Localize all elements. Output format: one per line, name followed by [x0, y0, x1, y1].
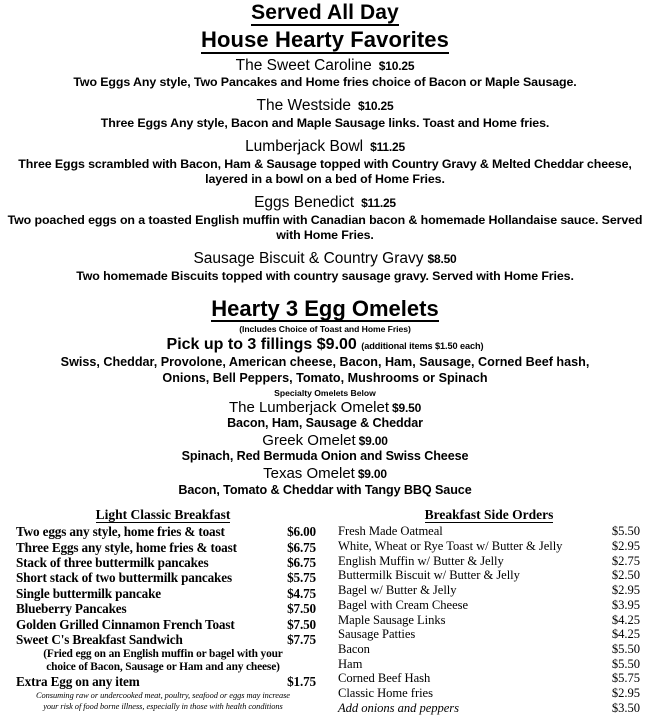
price-row	[10, 540, 316, 555]
breakfast-side-orders-title: Breakfast Side Orders	[424, 506, 554, 522]
health-disclaimer-line-1: Consuming raw or undercooked meat, poultry, seafood or eggs may increase	[36, 691, 290, 701]
price-row	[10, 617, 316, 632]
specialty-omelet-description: Spinach, Red Bermuda Onion and Swiss Cheese	[181, 449, 469, 464]
price-row-name: Buttermilk Biscuit w/ Butter & Jelly	[338, 568, 520, 583]
price-row-price: $2.95	[611, 583, 640, 598]
price-row-price: $4.75	[287, 585, 316, 601]
banner-served-all-day: Served All Day	[251, 1, 399, 24]
menu-item-description: Three Eggs scrambled with Bacon, Ham & Sausage topped with Country Gravy & Melted Cheddar cheese, layered in a bowl on a bed of Home Fries.	[18, 156, 632, 187]
price-row-name: Add onions and peppers	[338, 700, 459, 715]
price-row	[10, 632, 316, 647]
specialty-omelet-price: $9.00	[358, 434, 388, 449]
price-row-price: $5.50	[611, 656, 640, 671]
price-row-name: Maple Sausage Links	[338, 612, 446, 627]
menu-item-name: The Sweet Caroline	[235, 56, 372, 74]
omelets-fillings-line-1: Swiss, Cheddar, Provolone, American cheese, Bacon, Ham, Sausage, Corned Beef hash,	[60, 354, 590, 369]
price-row-price: $5.75	[287, 570, 316, 586]
breakfast-side-orders-column	[330, 507, 650, 716]
price-row	[338, 671, 640, 686]
price-row	[338, 554, 640, 569]
price-row-price: $3.95	[611, 597, 640, 612]
specialty-omelet-heading	[0, 465, 650, 482]
price-row-price: $5.50	[611, 524, 640, 539]
menu-item-heading	[0, 250, 650, 268]
price-row-name: English Muffin w/ Butter & Jelly	[338, 553, 504, 568]
health-disclaimer-line-2: your risk of food borne illness, especially in those with health conditions	[43, 701, 283, 711]
specialty-omelet-description: Bacon, Ham, Sausage & Cheddar	[227, 416, 423, 431]
price-row	[338, 598, 640, 613]
menu-item-name: Lumberjack Bowl	[245, 138, 364, 156]
omelets-pick-label: Pick up to 3 fillings	[166, 335, 313, 353]
menu-item-description: Two Eggs Any style, Two Pancakes and Home fries choice of Bacon or Maple Sausage.	[73, 75, 577, 90]
breakfast-sandwich-note-line-1: (Fried egg on an English muffin or bagel with your	[43, 647, 283, 660]
menu-item-description: Two poached eggs on a toasted English muffin with Canadian bacon & homemade Hollandaise sauce. Served with Home Fries.	[7, 212, 643, 242]
price-row-price: $4.25	[611, 627, 640, 642]
price-row-price: $6.75	[287, 539, 316, 555]
menu-item-heading	[0, 194, 650, 212]
price-row	[338, 583, 640, 598]
price-row-name: Golden Grilled Cinnamon French Toast	[16, 616, 235, 632]
price-row-name: Stack of three buttermilk pancakes	[16, 555, 209, 571]
menu-banner	[0, 1, 650, 54]
breakfast-side-orders-rows	[338, 524, 640, 716]
menu-item-name: Sausage Biscuit & Country Gravy	[193, 250, 424, 268]
price-row	[10, 601, 316, 616]
price-row	[338, 627, 640, 642]
bottom-columns	[0, 507, 650, 716]
specialty-omelet-name: Greek Omelet	[262, 432, 356, 450]
omelets-pick-price: $9.00	[316, 335, 357, 353]
menu-item-heading	[0, 57, 650, 75]
specialty-omelet-price: $9.00	[357, 467, 387, 482]
price-row	[338, 568, 640, 583]
price-row-name: Classic Home fries	[338, 686, 433, 701]
price-row	[338, 642, 640, 657]
price-row	[338, 539, 640, 554]
price-row-price: $2.95	[611, 538, 640, 553]
price-row-price: $6.75	[287, 555, 316, 571]
price-row-name: Blueberry Pancakes	[16, 601, 127, 617]
banner-house-hearty-favorites: House Hearty Favorites	[201, 26, 449, 52]
breakfast-sandwich-note-line-2: choice of Bacon, Sausage or Ham and any cheese)	[46, 660, 280, 673]
menu-item	[0, 194, 650, 243]
price-row	[338, 613, 640, 628]
menu-item-heading	[0, 97, 650, 115]
price-row-name: Bacon	[338, 642, 370, 657]
specialty-omelet-name: The Lumberjack Omelet	[228, 399, 390, 417]
menu-page	[0, 1, 650, 715]
price-row-price: $5.75	[611, 671, 640, 686]
extra-egg-price: $1.75	[287, 673, 316, 689]
extra-egg-name: Extra Egg on any item	[16, 673, 140, 689]
specialty-omelets-list	[0, 399, 650, 498]
menu-item-description: Two homemade Biscuits topped with country sausage gravy. Served with Home Fries.	[76, 268, 574, 283]
menu-item-price: $8.50	[427, 252, 457, 267]
omelets-title: Hearty 3 Egg Omelets	[211, 295, 439, 321]
price-row-name: Three Eggs any style, home fries & toast	[16, 539, 237, 555]
menu-item	[0, 250, 650, 284]
menu-item	[0, 57, 650, 91]
specialty-omelet-heading	[0, 432, 650, 449]
omelets-fillings-line-2: Onions, Bell Peppers, Tomato, Mushrooms or Spinach	[162, 371, 488, 386]
light-classic-breakfast-column	[0, 507, 330, 716]
price-row-price: $4.25	[611, 612, 640, 627]
specialty-omelet-heading	[0, 399, 650, 416]
price-row-name: Fresh Made Oatmeal	[338, 524, 443, 539]
price-row-name: Single buttermilk pancake	[16, 585, 161, 601]
price-row-name: Bagel w/ Butter & Jelly	[338, 583, 457, 598]
menu-item-name: The Westside	[256, 97, 351, 115]
price-row-price: $2.95	[611, 686, 640, 701]
menu-item-price: $10.25	[378, 58, 415, 73]
house-hearty-favorites-list	[0, 57, 650, 284]
extra-egg-row	[10, 674, 316, 689]
menu-item	[0, 97, 650, 131]
price-row-price: $7.75	[287, 632, 316, 648]
omelets-additional-items-note: (additional items $1.50 each)	[361, 340, 484, 351]
price-row-name: Sweet C's Breakfast Sandwich	[16, 632, 183, 648]
specialty-omelets-label: Specialty Omelets Below	[274, 388, 376, 399]
price-row-name: Ham	[338, 656, 363, 671]
menu-item-heading	[0, 138, 650, 156]
menu-item-description: Three Eggs Any style, Bacon and Maple Sausage links. Toast and Home fries.	[100, 116, 550, 131]
price-row	[338, 524, 640, 539]
price-row-name: Sausage Patties	[338, 627, 416, 642]
price-row-price: $2.50	[611, 568, 640, 583]
omelets-includes-note: (Includes Choice of Toast and Home Fries)	[239, 323, 411, 334]
price-row-price: $3.50	[611, 700, 640, 715]
price-row	[338, 701, 640, 716]
price-row	[10, 555, 316, 570]
price-row	[10, 586, 316, 601]
price-row-price: $6.00	[287, 524, 316, 540]
price-row-name: Corned Beef Hash	[338, 671, 431, 686]
price-row	[10, 524, 316, 539]
price-row-name: White, Wheat or Rye Toast w/ Butter & Jelly	[338, 538, 563, 553]
price-row-price: $2.75	[611, 553, 640, 568]
menu-item	[0, 138, 650, 187]
menu-item-price: $11.25	[361, 196, 396, 211]
light-classic-breakfast-title: Light Classic Breakfast	[95, 506, 231, 522]
price-row-price: $7.50	[287, 601, 316, 617]
menu-item-price: $11.25	[370, 140, 405, 155]
specialty-omelet-price: $9.50	[392, 401, 422, 416]
menu-item-name: Eggs Benedict	[254, 194, 355, 212]
price-row-name: Short stack of two buttermilk pancakes	[16, 570, 232, 586]
price-row	[338, 657, 640, 672]
specialty-omelet-description: Bacon, Tomato & Cheddar with Tangy BBQ Sauce	[178, 482, 472, 497]
price-row	[10, 570, 316, 585]
price-row	[338, 686, 640, 701]
specialty-omelet-name: Texas Omelet	[263, 465, 355, 483]
omelets-pick-line	[0, 336, 650, 354]
menu-item-price: $10.25	[357, 99, 394, 114]
light-classic-breakfast-rows	[10, 524, 316, 648]
price-row-price: $5.50	[611, 642, 640, 657]
price-row-name: Two eggs any style, home fries & toast	[16, 524, 225, 540]
hearty-3-egg-omelets-section	[0, 297, 650, 498]
price-row-name: Bagel with Cream Cheese	[338, 597, 468, 612]
price-row-price: $7.50	[287, 616, 316, 632]
